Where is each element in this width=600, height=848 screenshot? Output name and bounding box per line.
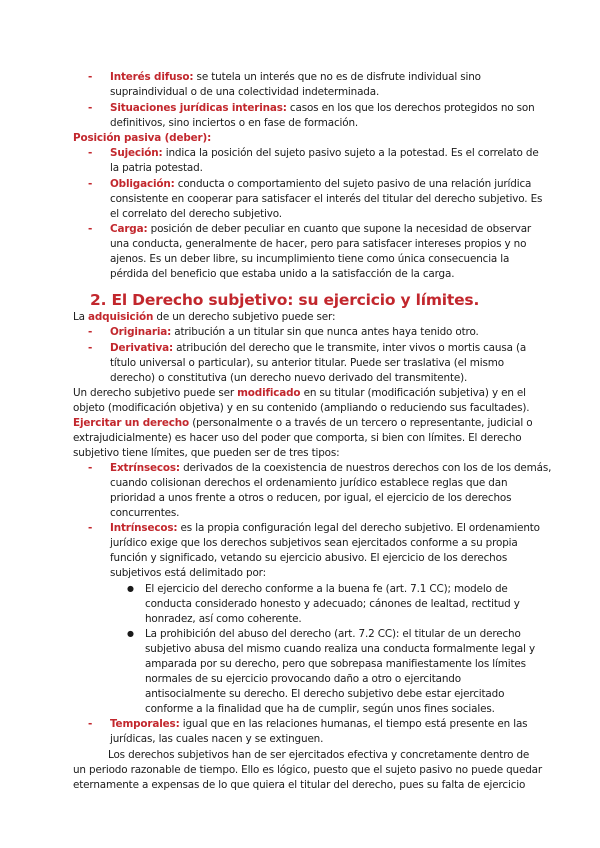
intrinsecos-line-3: función y significado, vetando su ejercicio abusivo. El ejercicio de los derechos	[110, 552, 508, 564]
intrinsecos-line-2: jurídico exige que los derechos subjetivos sean ejercitados conforme a su propia	[110, 537, 518, 549]
bullet-2-line-5: antisocialmente su derecho. El derecho subjetivo debe estar ejercitado	[145, 688, 505, 700]
term-modificado: modificado	[237, 387, 301, 399]
term-originaria: Originaria:	[110, 326, 172, 338]
temporales-line-2: jurídicas, las cuales nacen y se extinguen.	[110, 733, 324, 745]
term-intrinsecos: Intrínsecos:	[110, 522, 178, 534]
term-carga: Carga:	[110, 223, 148, 235]
ejercitar-line-3: subjetivo tiene límites, que pueden ser de tres tipos:	[73, 447, 340, 459]
term-interes-difuso: Interés difuso:	[110, 71, 194, 83]
term-sujecion: Sujeción:	[110, 147, 163, 159]
bullet-2-line-3: amparada por su derecho, pero que sobrepasa manifiestamente los límites	[145, 658, 526, 670]
temporales-line-1: Temporales: igual que en las relaciones humanas, el tiempo está presente en las	[110, 718, 528, 730]
final-paragraph-line-1: Los derechos subjetivos han de ser ejercitados efectiva y concretamente dentro de	[108, 749, 530, 761]
list-dash: -	[88, 718, 93, 730]
list-dash: -	[88, 522, 93, 534]
bullet-2-line-6: conforme a la finalidad que ha de cumplir, según unos fines sociales.	[145, 703, 495, 715]
list-dash: -	[88, 342, 93, 354]
obligacion-line-1: Obligación: conducta o comportamiento del sujeto pasivo de una relación jurídica	[110, 178, 532, 190]
interes-difuso-line-1: Interés difuso: se tutela un interés que no es de disfrute individual sino	[110, 71, 481, 83]
extrinsecos-line-1: Extrínsecos: derivados de la coexistencia de nuestros derechos con los de los demás,	[110, 462, 552, 474]
ejercitar-line-2: extrajudicialmente) es hacer uso del poder que comporta, si bien con límites. El derecho	[73, 432, 522, 444]
extrinsecos-line-3: prioridad a unos frente a otros o reducen, por igual, el ejercicio de los derechos	[110, 492, 512, 504]
final-paragraph-line-3: eternamente a expensas de lo que quiera el titular del derecho, pues su falta de ejercicio	[73, 779, 526, 791]
bullet-2-line-1: La prohibición del abuso del derecho (art. 7.2 CC): el titular de un derecho	[145, 628, 521, 640]
bullet-icon: ●	[127, 629, 134, 638]
bullet-1-line-1: El ejercicio del derecho conforme a la buena fe (art. 7.1 CC); modelo de	[145, 583, 508, 595]
term-derivativa: Derivativa:	[110, 342, 173, 354]
bullet-1-line-3: honradez, así como coherente.	[145, 613, 302, 625]
carga-line-1: Carga: posición de deber peculiar en cuanto que supone la necesidad de observar	[110, 223, 532, 235]
final-paragraph-line-2: un periodo razonable de tiempo. Ello es lógico, puesto que el sujeto pasivo no puede quedar	[73, 764, 543, 776]
bullet-icon: ●	[127, 584, 134, 593]
section-heading: 2. El Derecho subjetivo: su ejercicio y límites.	[90, 291, 480, 309]
list-dash: -	[88, 102, 93, 114]
intrinsecos-line-4: subjetivos está delimitado por:	[110, 567, 266, 579]
list-dash: -	[88, 223, 93, 235]
posicion-pasiva-heading: Posición pasiva (deber):	[73, 132, 212, 144]
list-dash: -	[88, 147, 93, 159]
list-dash: -	[88, 462, 93, 474]
term-obligacion: Obligación:	[110, 178, 175, 190]
extrinsecos-line-4: concurrentes.	[110, 507, 180, 519]
term-adquisicion: adquisición	[88, 311, 154, 323]
derivativa-line-3: derecho) o constitutiva (un derecho nuevo derivado del transmitente).	[110, 372, 468, 384]
term-ejercitar: Ejercitar un derecho	[73, 417, 190, 429]
term-extrinsecos: Extrínsecos:	[110, 462, 180, 474]
sujecion-line-1: Sujeción: indica la posición del sujeto pasivo sujeto a la potestad. Es el correlato de	[110, 147, 539, 159]
term-temporales: Temporales:	[110, 718, 180, 730]
carga-line-4: pérdida del beneficio que estaba unido a la satisfacción de la carga.	[110, 268, 455, 280]
interes-difuso-line-2: supraindividual o de una colectividad indeterminada.	[110, 86, 380, 98]
sujecion-line-2: la patria potestad.	[110, 162, 203, 174]
bullet-1-line-2: conducta considerado honesto y adecuado; cánones de lealtad, rectitud y	[145, 598, 520, 610]
carga-line-3: ajenos. Es un deber libre, su incumplimiento tiene como única consecuencia la	[110, 253, 510, 265]
originaria-line-1: Originaria: atribución a un titular sin que nunca antes haya tenido otro.	[110, 326, 479, 338]
intrinsecos-line-1: Intrínsecos: es la propia configuración legal del derecho subjetivo. El ordenamiento	[110, 522, 540, 534]
term-situaciones-interinas: Situaciones jurídicas interinas:	[110, 102, 287, 114]
modificado-line-1: Un derecho subjetivo puede ser modificado en su titular (modificación subjetiva) y en el	[73, 387, 526, 399]
situaciones-line-2: definitivos, sino inciertos o en fase de formación.	[110, 117, 359, 129]
bullet-2-line-2: subjetivo abusa del mismo cuando realiza una conducta formalmente legal y	[145, 643, 535, 655]
derivativa-line-1: Derivativa: atribución del derecho que le transmite, inter vivos o mortis causa (a	[110, 342, 527, 354]
adquisicion-line: La adquisición de un derecho subjetivo puede ser:	[73, 311, 336, 323]
ejercitar-line-1: Ejercitar un derecho (personalmente o a través de un tercero o representante, judicial o	[73, 417, 533, 429]
carga-line-2: una conducta, generalmente de hacer, pero para satisfacer intereses propios y no	[110, 238, 527, 250]
extrinsecos-line-2: cuando colisionan derechos el ordenamiento jurídico establece reglas que dan	[110, 477, 508, 489]
list-dash: -	[88, 178, 93, 190]
modificado-line-2: objeto (modificación objetiva) y en su contenido (ampliando o reduciendo sus facultades).	[73, 402, 530, 414]
list-dash: -	[88, 71, 93, 83]
obligacion-line-3: el correlato del derecho subjetivo.	[110, 208, 282, 220]
obligacion-line-2: consistente en cooperar para satisfacer el interés del titular del derecho subjetivo. Es	[110, 193, 543, 205]
list-dash: -	[88, 326, 93, 338]
derivativa-line-2: título universal o particular), su anterior titular. Puede ser traslativa (el mismo	[110, 357, 504, 369]
situaciones-line-1: Situaciones jurídicas interinas: casos en los que los derechos protegidos no son	[110, 102, 535, 114]
bullet-2-line-4: normales de su ejercicio provocando daño a otro o ejercitando	[145, 673, 461, 685]
